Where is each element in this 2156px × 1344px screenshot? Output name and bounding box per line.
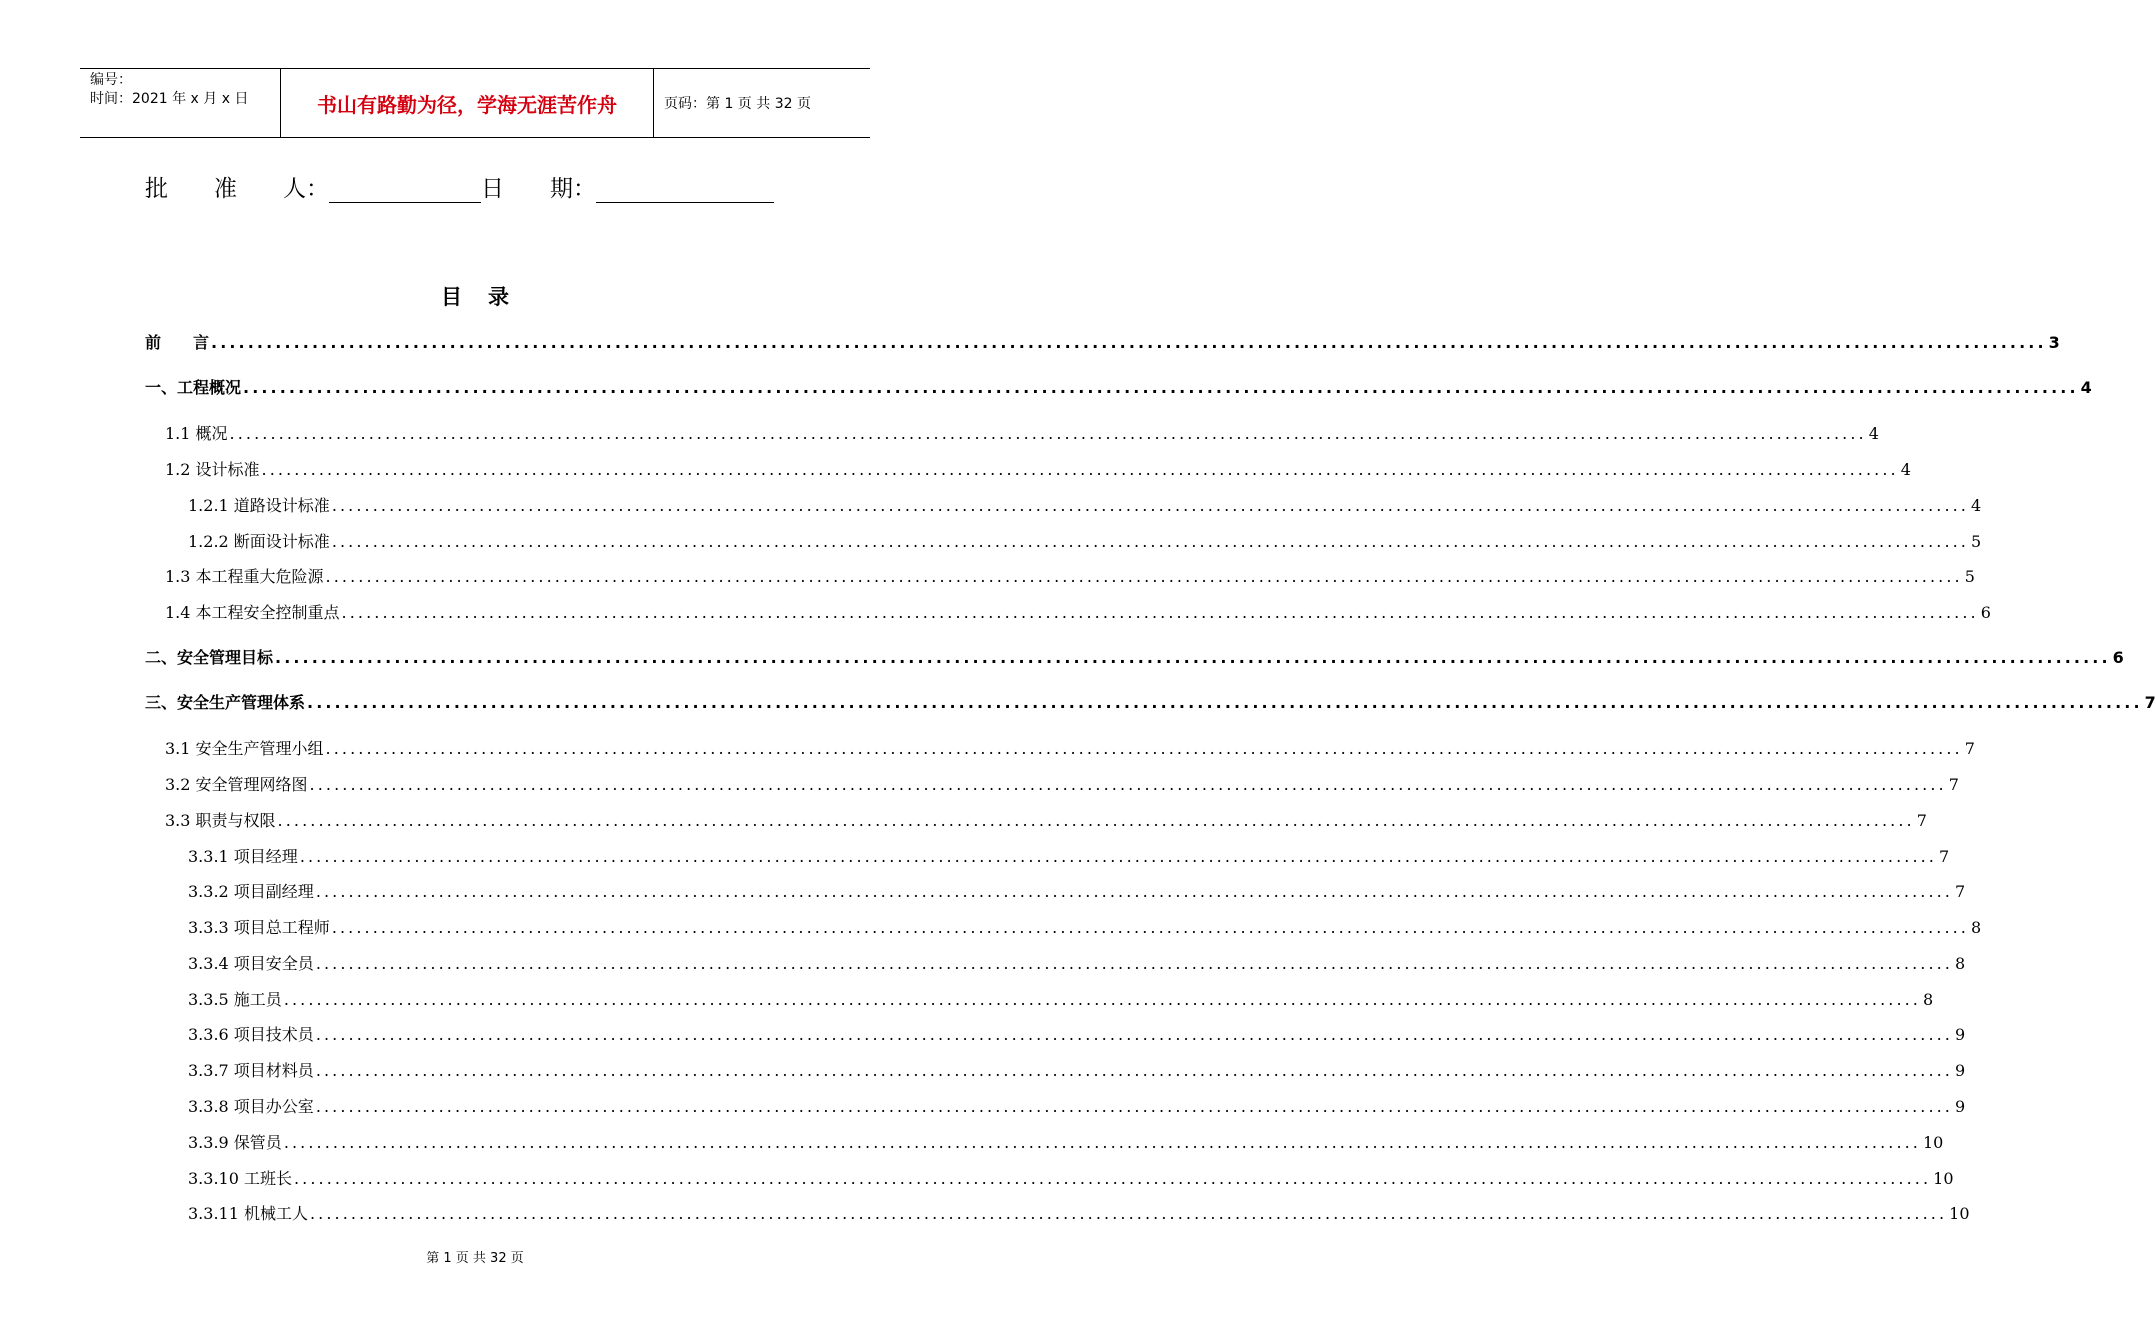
toc-entry-page: 6 xyxy=(1980,603,1991,622)
toc-entry-page: 10 xyxy=(1949,1204,1970,1223)
toc-leader-dots: ........................................................................................................................................................................................................ xyxy=(309,1204,1948,1223)
approver-label: 批 准 人： xyxy=(145,176,329,202)
toc-entry[interactable] xyxy=(165,421,1879,444)
toc-entry-page: 9 xyxy=(1955,1061,1966,1080)
toc-entry[interactable] xyxy=(188,529,1982,552)
toc-entry[interactable] xyxy=(188,987,1934,1010)
toc-entry-title: 前 言 xyxy=(145,333,210,352)
toc-entry-title: 3.3.11 机械工人 xyxy=(188,1204,308,1223)
toc-entry-page: 6 xyxy=(2112,648,2124,667)
toc-entry-title: 3.3.8 项目办公室 xyxy=(188,1097,314,1116)
toc-entry-title: 三、安全生产管理体系 xyxy=(145,693,306,712)
toc-leader-dots: ........................................................................................................................................................................................................ xyxy=(315,1061,1953,1080)
toc-entry[interactable] xyxy=(145,330,2060,353)
toc-entry[interactable] xyxy=(165,736,1975,759)
toc-entry-page: 4 xyxy=(1971,496,1982,515)
approval-row xyxy=(145,170,774,203)
toc-leader-dots: ........................................................................................................................................................................................................ xyxy=(283,1133,1921,1152)
toc-leader-dots: ........................................................................................................................................................................................................ xyxy=(307,693,2143,712)
toc-entry-title: 3.3.10 工班长 xyxy=(188,1169,292,1188)
header-meta xyxy=(80,69,281,137)
toc-entry-title: 1.2 设计标准 xyxy=(165,460,260,479)
toc-entry-page: 5 xyxy=(1971,532,1982,551)
date-blank xyxy=(596,176,774,203)
toc-entry[interactable] xyxy=(188,844,1950,867)
toc-entry-page: 3 xyxy=(2048,333,2060,352)
number-label: 编号： xyxy=(90,72,132,88)
toc-leader-dots: ........................................................................................................................................................................................................ xyxy=(331,918,1969,937)
toc-entry-page: 4 xyxy=(1900,460,1911,479)
toc-leader-dots: ........................................................................................................................................................................................................ xyxy=(315,1097,1953,1116)
toc-entry-page: 5 xyxy=(1964,567,1975,586)
page-header xyxy=(80,68,870,138)
toc-entry-page: 9 xyxy=(1955,1097,1966,1116)
toc-leader-dots: ........................................................................................................................................................................................................ xyxy=(315,954,1953,973)
toc-entry-page: 7 xyxy=(1948,775,1959,794)
toc-entry-title: 1.3 本工程重大危险源 xyxy=(165,567,324,586)
toc-entry[interactable] xyxy=(145,645,2124,668)
toc-entry-page: 7 xyxy=(1939,847,1950,866)
toc-entry-page: 9 xyxy=(1955,1025,1966,1044)
toc-entry[interactable] xyxy=(188,1166,1954,1189)
header-page-info: 页码：第 1 页 共 32 页 xyxy=(664,96,811,112)
toc-entry-title: 1.2.1 道路设计标准 xyxy=(188,496,330,515)
toc-entry-title: 3.3.9 保管员 xyxy=(188,1133,282,1152)
toc-entry-title: 3.3.2 项目副经理 xyxy=(188,882,314,901)
toc-entry-title: 3.2 安全管理网络图 xyxy=(165,775,308,794)
toc-entry[interactable] xyxy=(188,879,1966,902)
toc-entry-page: 8 xyxy=(1955,954,1966,973)
toc-entry[interactable] xyxy=(165,772,1959,795)
toc-entry-title: 3.1 安全生产管理小组 xyxy=(165,739,324,758)
toc-leader-dots: ........................................................................................................................................................................................................ xyxy=(211,333,2047,352)
toc-entry[interactable] xyxy=(165,600,1991,623)
toc-entry[interactable] xyxy=(188,1058,1966,1081)
toc-entry-page: 8 xyxy=(1971,918,1982,937)
toc-entry-page: 4 xyxy=(1868,424,1879,443)
toc-leader-dots: ........................................................................................................................................................................................................ xyxy=(261,460,1899,479)
toc-entry-title: 3.3.7 项目材料员 xyxy=(188,1061,314,1080)
toc-entry-title: 3.3.1 项目经理 xyxy=(188,847,298,866)
toc-leader-dots: ........................................................................................................................................................................................................ xyxy=(275,648,2111,667)
toc-entry-title: 3.3.5 施工员 xyxy=(188,990,282,1009)
toc-entry-title: 3.3.3 项目总工程师 xyxy=(188,918,330,937)
toc-entry[interactable] xyxy=(145,375,2092,398)
header-motto: 书山有路勤为径，学海无涯苦作舟 xyxy=(281,69,654,137)
toc-entry-page: 7 xyxy=(2144,693,2156,712)
toc-entry-page: 7 xyxy=(1916,811,1927,830)
toc-entry-title: 1.4 本工程安全控制重点 xyxy=(165,603,340,622)
toc-entry[interactable] xyxy=(188,1022,1966,1045)
date-label: 日 期： xyxy=(481,176,596,202)
toc-leader-dots: ........................................................................................................................................................................................................ xyxy=(229,424,1867,443)
toc-entry-page: 10 xyxy=(1923,1133,1944,1152)
toc-entry[interactable] xyxy=(188,951,1966,974)
toc-leader-dots: ........................................................................................................................................................................................................ xyxy=(331,532,1969,551)
time-label: 时间：2021 年 x 月 x 日 xyxy=(90,91,249,107)
toc-leader-dots: ........................................................................................................................................................................................................ xyxy=(243,378,2079,397)
toc-leader-dots: ........................................................................................................................................................................................................ xyxy=(299,847,1937,866)
toc-title: 目录 xyxy=(441,285,535,309)
toc-entry-page: 10 xyxy=(1933,1169,1954,1188)
toc-entry-page: 7 xyxy=(1964,739,1975,758)
toc-entry[interactable] xyxy=(188,1130,1944,1153)
toc-entry-page: 4 xyxy=(2080,378,2092,397)
toc-entry-title: 二、安全管理目标 xyxy=(145,648,274,667)
toc-entry[interactable] xyxy=(188,915,1982,938)
toc-leader-dots: ........................................................................................................................................................................................................ xyxy=(293,1169,1932,1188)
approver-blank xyxy=(329,176,481,203)
toc-entry-page: 8 xyxy=(1923,990,1934,1009)
toc-leader-dots: ........................................................................................................................................................................................................ xyxy=(325,567,1963,586)
toc-entry[interactable] xyxy=(165,808,1927,831)
toc-entry[interactable] xyxy=(165,564,1975,587)
toc-entry-title: 3.3 职责与权限 xyxy=(165,811,276,830)
toc-entry[interactable] xyxy=(188,1094,1966,1117)
toc-entry[interactable] xyxy=(188,493,1982,516)
toc-entry-title: 1.1 概况 xyxy=(165,424,228,443)
toc-entry-title: 1.2.2 断面设计标准 xyxy=(188,532,330,551)
toc-leader-dots: ........................................................................................................................................................................................................ xyxy=(325,739,1963,758)
toc-leader-dots: ........................................................................................................................................................................................................ xyxy=(283,990,1921,1009)
toc-entry-title: 一、工程概况 xyxy=(145,378,242,397)
toc-entry[interactable] xyxy=(165,457,1911,480)
page-footer: 第 1 页 共 32 页 xyxy=(426,1251,524,1266)
toc-entry-page: 7 xyxy=(1955,882,1966,901)
toc-leader-dots: ........................................................................................................................................................................................................ xyxy=(277,811,1915,830)
toc-entry[interactable] xyxy=(145,690,2156,713)
toc-entry-title: 3.3.6 项目技术员 xyxy=(188,1025,314,1044)
toc-leader-dots: ........................................................................................................................................................................................................ xyxy=(331,496,1969,515)
toc-entry[interactable] xyxy=(188,1201,1970,1224)
toc-leader-dots: ........................................................................................................................................................................................................ xyxy=(315,882,1953,901)
toc-leader-dots: ........................................................................................................................................................................................................ xyxy=(309,775,1947,794)
toc-leader-dots: ........................................................................................................................................................................................................ xyxy=(315,1025,1953,1044)
toc-leader-dots: ........................................................................................................................................................................................................ xyxy=(341,603,1979,622)
toc-entry-title: 3.3.4 项目安全员 xyxy=(188,954,314,973)
